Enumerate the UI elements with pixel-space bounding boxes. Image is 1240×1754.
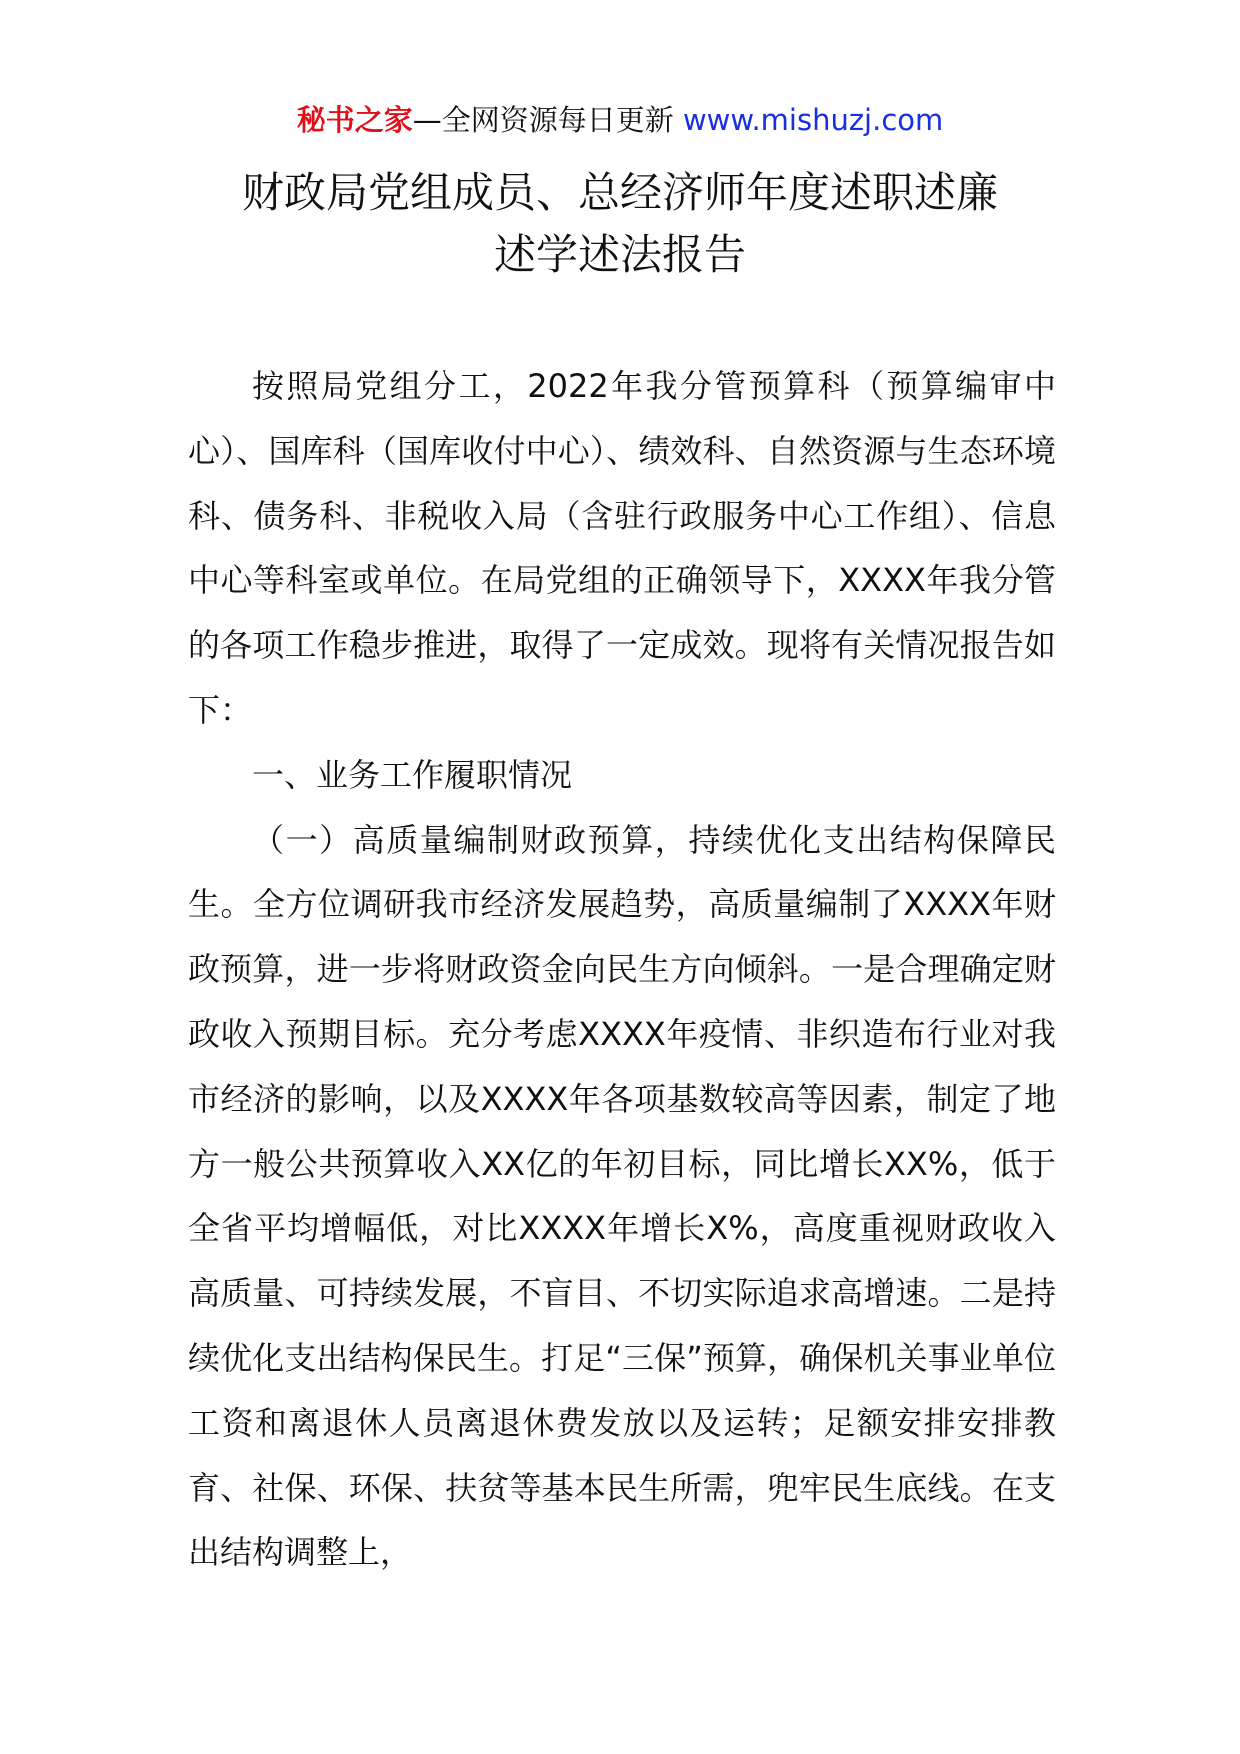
title-line-2: 述学述法报告 — [493, 230, 746, 279]
document-body — [188, 354, 1056, 1585]
header-tagline: —全网资源每日更新 — [412, 103, 683, 137]
title-line-1: 财政局党组成员、总经济师年度述职述廉 — [241, 168, 998, 217]
paragraph-intro: 按照局党组分工，2022年我分管预算科（预算编审中心）、国库科（国库收付中心）、绩效科、自然资源与生态环境科、债务科、非税收入局（含驻行政服务中心工作组）、信息中心等科室或单位。在局党组的正确领导下，XXXX年我分管的各项工作稳步推进，取得了一定成效。现将有关情况报告如下： — [188, 367, 1056, 729]
brand-name: 秘书之家 — [296, 103, 413, 137]
site-url-link[interactable]: www.mishuzj.com — [682, 103, 944, 137]
section-heading-1: 一、业务工作履职情况 — [252, 755, 573, 794]
paragraph-subsection-1: （一）高质量编制财政预算，持续优化支出结构保障民生。全方位调研我市经济发展趋势，高质量编制了XXXX年财政预算，进一步将财政资金向民生方向倾斜。一是合理确定财政收入预期目标。充分考虑XXXX年疫情、非织造布行业对我市经济的影响，以及XXXX年各项基数较高等因素，制定了地方一般公共预算收入XX亿的年初目标，同比增长XX%，低于全省平均增幅低，对比XXXX年增长X%，高度重视财政收入高质量、可持续发展，不盲目、不切实际追求高增速。二是持续优化支出结构保民生。打足“三保”预算，确保机关事业单位工资和离退休人员离退休费发放以及运转；足额安排安排教育、社保、环保、扶贫等基本民生所需，兜牢民生底线。在支出结构调整上， — [188, 820, 1056, 1572]
site-header — [0, 100, 1240, 140]
document-title — [120, 162, 1120, 286]
